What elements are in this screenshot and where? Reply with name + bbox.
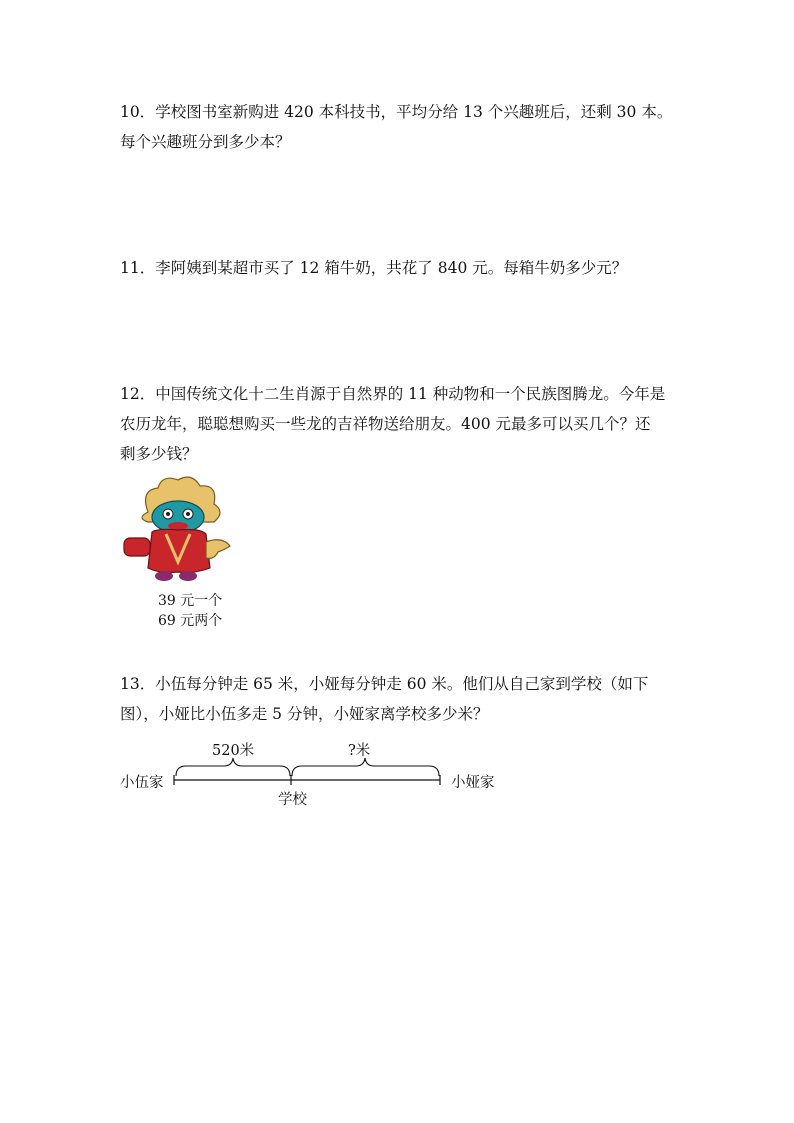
- dragon-mascot-image: [118, 472, 236, 590]
- xiaowu-home-label: 小伍家: [120, 775, 164, 791]
- question-11-line-1: 11．李阿姨到某超市买了 12 箱牛奶，共花了 840 元。每箱牛奶多少元？: [120, 259, 628, 277]
- question-12-line-1: 12．中国传统文化十二生肖源于自然界的 11 种动物和一个民族图腾龙。今年是: [120, 385, 666, 403]
- dragon-body: [148, 529, 210, 572]
- dragon-mouth: [168, 522, 188, 530]
- question-13-line-2: 图），小娅比小伍多走 5 分钟，小娅家离学校多少米？: [120, 705, 489, 723]
- dragon-scroll: [124, 538, 150, 556]
- segment-2-label: ?米: [348, 743, 371, 759]
- question-10: [120, 97, 672, 157]
- school-label: 学校: [278, 792, 307, 808]
- question-13-line-1: 13．小伍每分钟走 65 米，小娅每分钟走 60 米。他们从自己家到学校（如下: [120, 675, 649, 693]
- question-12-line-3: 剩多少钱？: [120, 445, 198, 463]
- question-12-line-2: 农历龙年，聪聪想购买一些龙的吉祥物送给朋友。400 元最多可以买几个？还: [120, 415, 651, 433]
- price-pair: 69 元两个: [158, 613, 223, 629]
- segment-1-label: 520米: [212, 743, 255, 759]
- question-11: [120, 253, 627, 283]
- dragon-tail: [206, 540, 230, 559]
- diagram-brace-segment-1: [176, 758, 290, 776]
- price-single: 39 元一个: [158, 593, 223, 609]
- question-13: [120, 669, 648, 729]
- diagram-brace-segment-2: [292, 758, 439, 776]
- question-12: [120, 379, 665, 469]
- question-10-line-2: 每个兴趣班分到多少本？: [120, 133, 291, 151]
- question-10-line-1: 10．学校图书室新购进 420 本科技书，平均分给 13 个兴趣班后，还剩 30 本。: [120, 103, 673, 121]
- xiaoya-home-label: 小娅家: [451, 775, 495, 791]
